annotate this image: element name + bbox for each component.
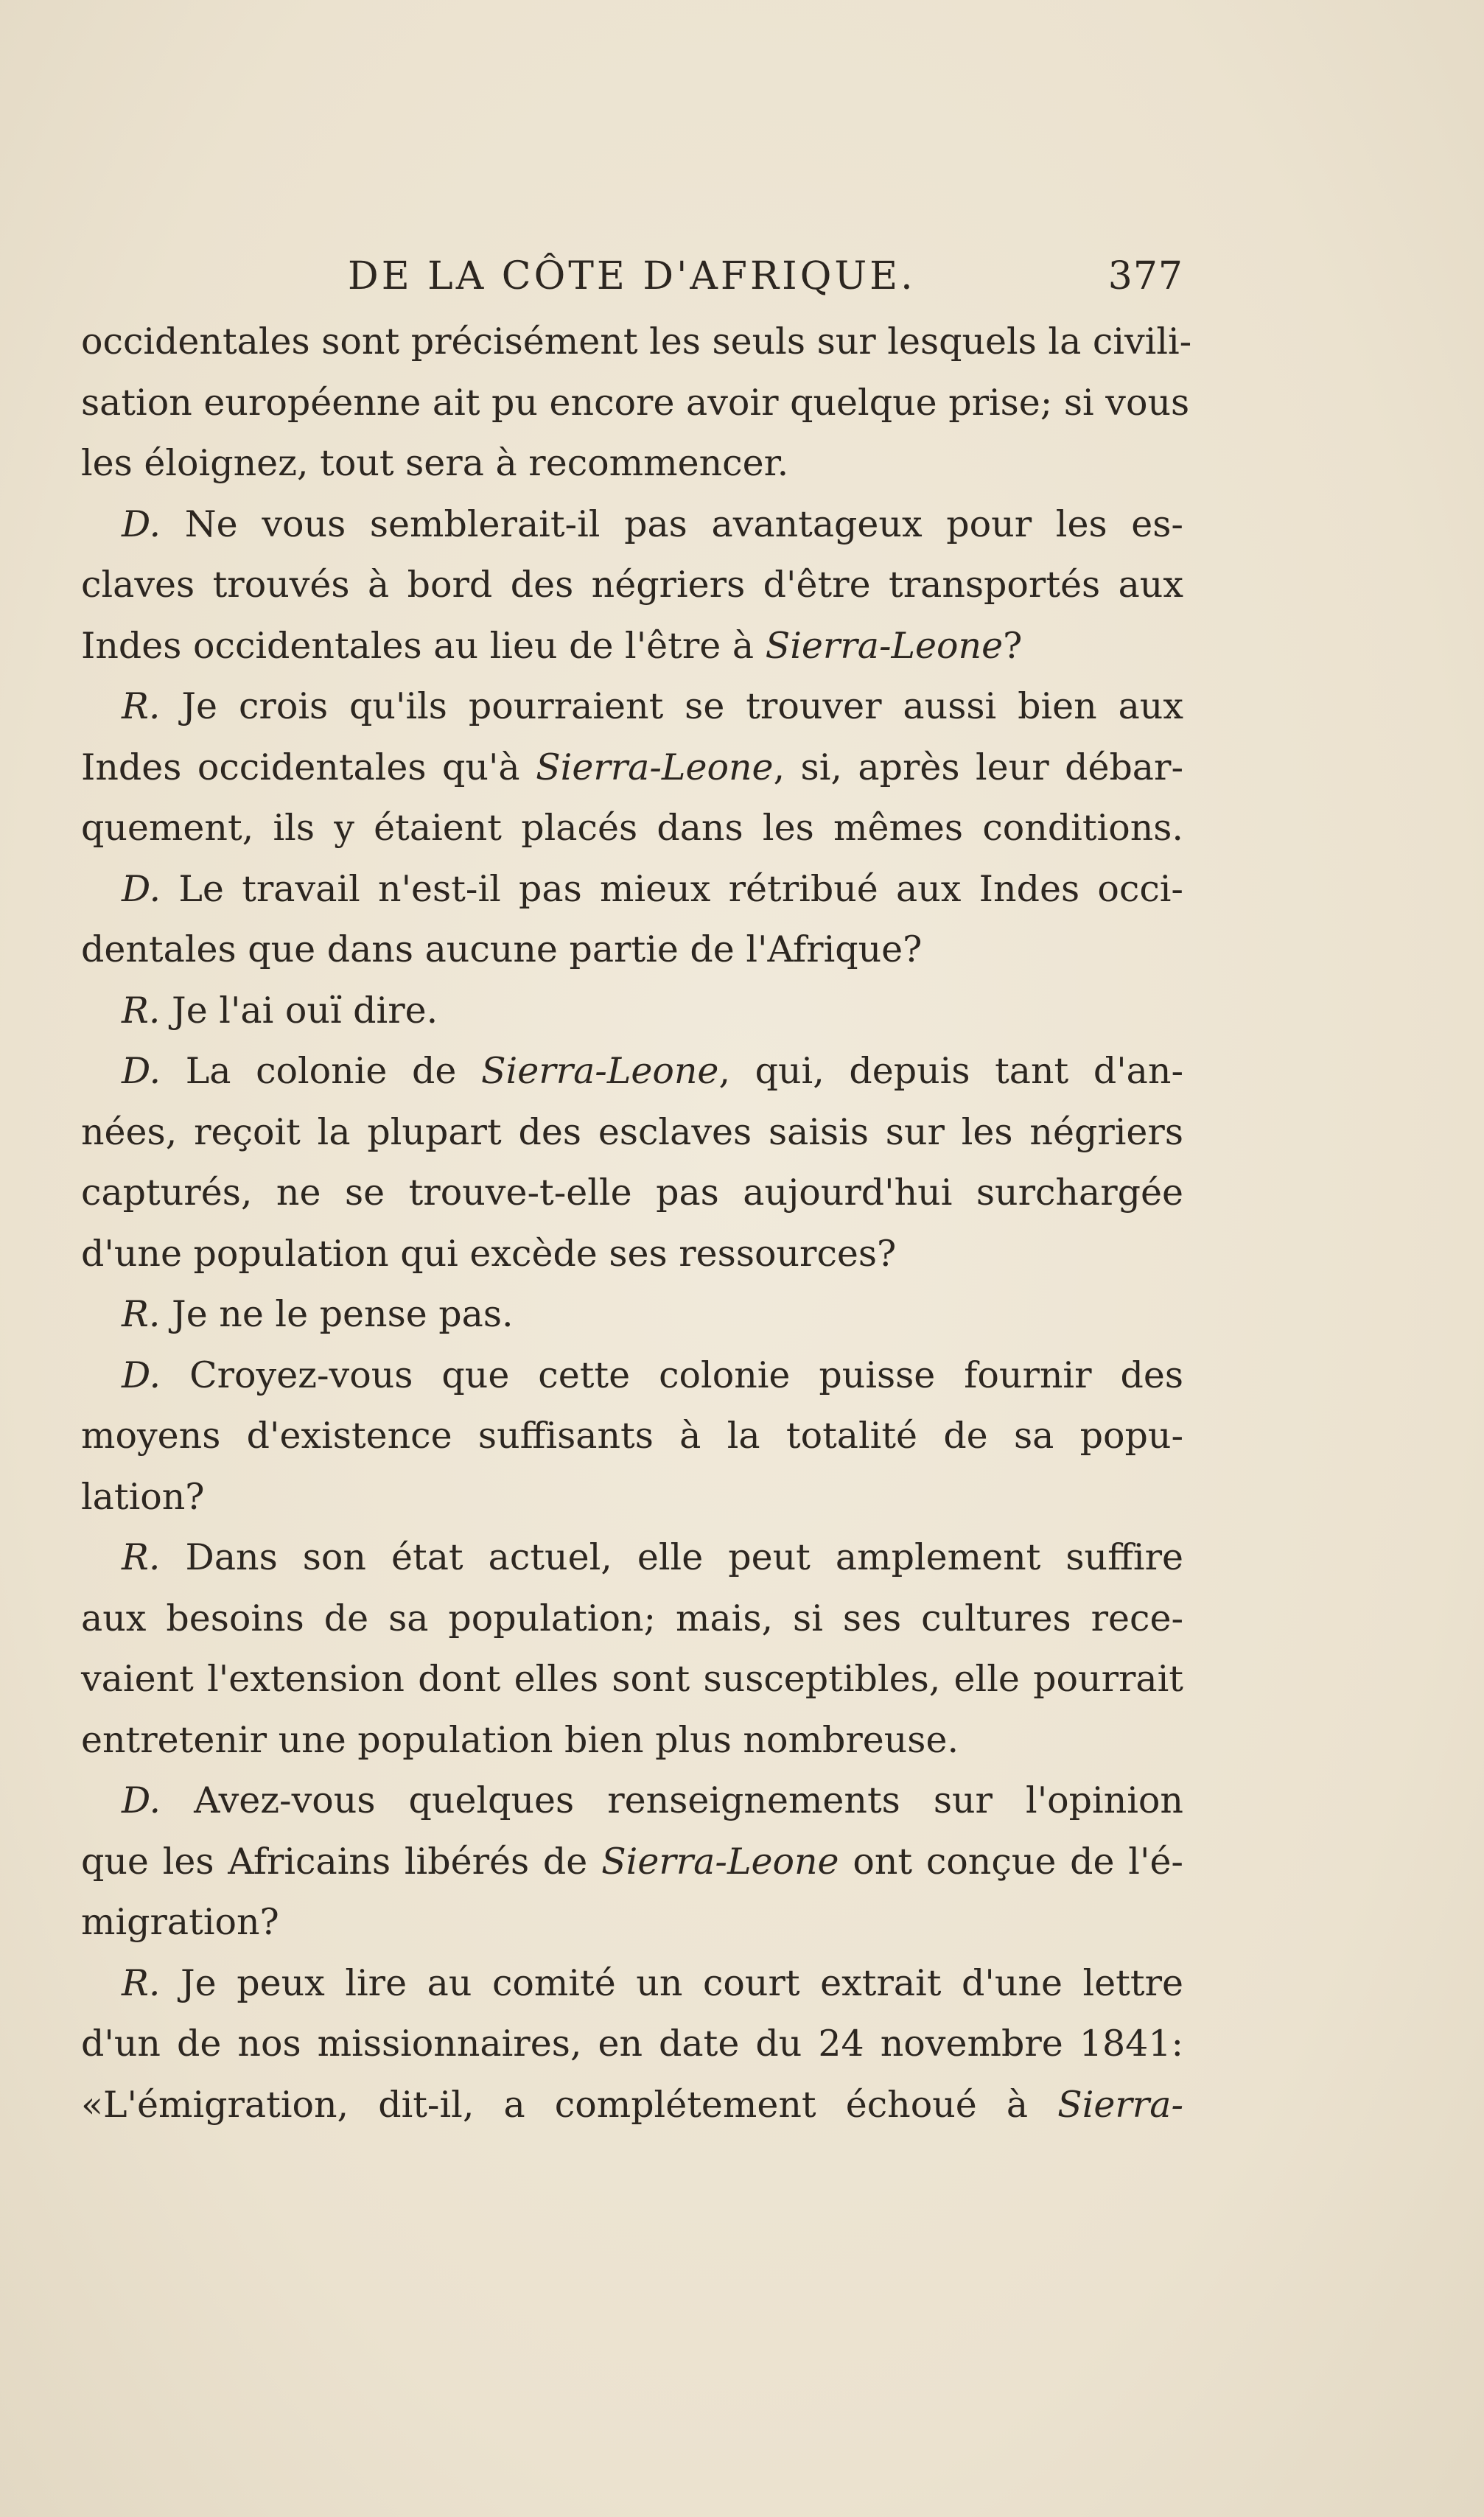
text-line: migration? [81, 1901, 279, 1943]
text-line: D. Le travail n'est-il pas mieux rétribué aux Indes occi- [122, 867, 1183, 910]
text-line: capturés, ne se trouve-t-elle pas aujourd'hui surchargée [81, 1172, 1183, 1214]
text-line: «L'émigration, dit-il, a complétement échoué à Sierra- [81, 2083, 1183, 2126]
text-line: D. Ne vous semblerait-il pas avantageux pour les es- [122, 503, 1183, 545]
text-line: les éloignez, tout sera à recommencer. [81, 442, 789, 484]
text-line: R. Je l'ai ouï dire. [122, 989, 438, 1032]
text-line: D. La colonie de Sierra-Leone, qui, depuis tant d'an- [122, 1050, 1183, 1092]
page-text [81, 254, 1192, 2135]
text-line: entretenir une population bien plus nombreuse. [81, 1718, 959, 1761]
page-number: 377 [1107, 254, 1183, 298]
text-line: d'une population qui excède ses ressources? [81, 1232, 897, 1275]
text-line: claves trouvés à bord des négriers d'être transportés aux [81, 564, 1183, 606]
text-line: dentales que dans aucune partie de l'Afrique? [81, 928, 923, 970]
text-line: Indes occidentales au lieu de l'être à Sierra-Leone? [81, 624, 1023, 667]
text-line: R. Je ne le pense pas. [122, 1293, 514, 1335]
running-head [81, 254, 1183, 312]
text-line: D. Croyez-vous que cette colonie puisse fournir des [122, 1354, 1183, 1396]
body-text [81, 312, 1192, 2135]
text-line: nées, reçoit la plupart des esclaves saisis sur les négriers [81, 1110, 1183, 1153]
text-line: vaient l'extension dont elles sont susceptibles, elle pourrait [81, 1658, 1183, 1700]
text-line: lation? [81, 1475, 205, 1518]
text-line: Indes occidentales qu'à Sierra-Leone, si, après leur débar- [81, 746, 1183, 788]
text-line: d'un de nos missionnaires, en date du 24 novembre 1841: [81, 2023, 1183, 2065]
text-line: occidentales sont précisément les seuls sur lesquels la civili- [81, 321, 1192, 363]
text-line: que les Africains libérés de Sierra-Leone ont conçue de l'é- [81, 1840, 1183, 1883]
text-line: sation européenne ait pu encore avoir quelque prise; si vous [81, 381, 1190, 424]
text-line: aux besoins de sa population; mais, si ses cultures rece- [81, 1597, 1183, 1639]
text-line: R. Je peux lire au comité un court extrait d'une lettre [122, 1961, 1183, 2004]
running-head-title: DE LA CÔTE D'AFRIQUE. [348, 254, 916, 298]
text-line: moyens d'existence suffisants à la totalité de sa popu- [81, 1415, 1183, 1457]
text-line: D. Avez-vous quelques renseignements sur l'opinion [122, 1779, 1183, 1821]
text-line: R. Je crois qu'ils pourraient se trouver aussi bien aux [122, 685, 1183, 727]
text-line: R. Dans son état actuel, elle peut amplement suffire [122, 1536, 1183, 1578]
text-line: quement, ils y étaient placés dans les mêmes conditions. [81, 807, 1183, 849]
